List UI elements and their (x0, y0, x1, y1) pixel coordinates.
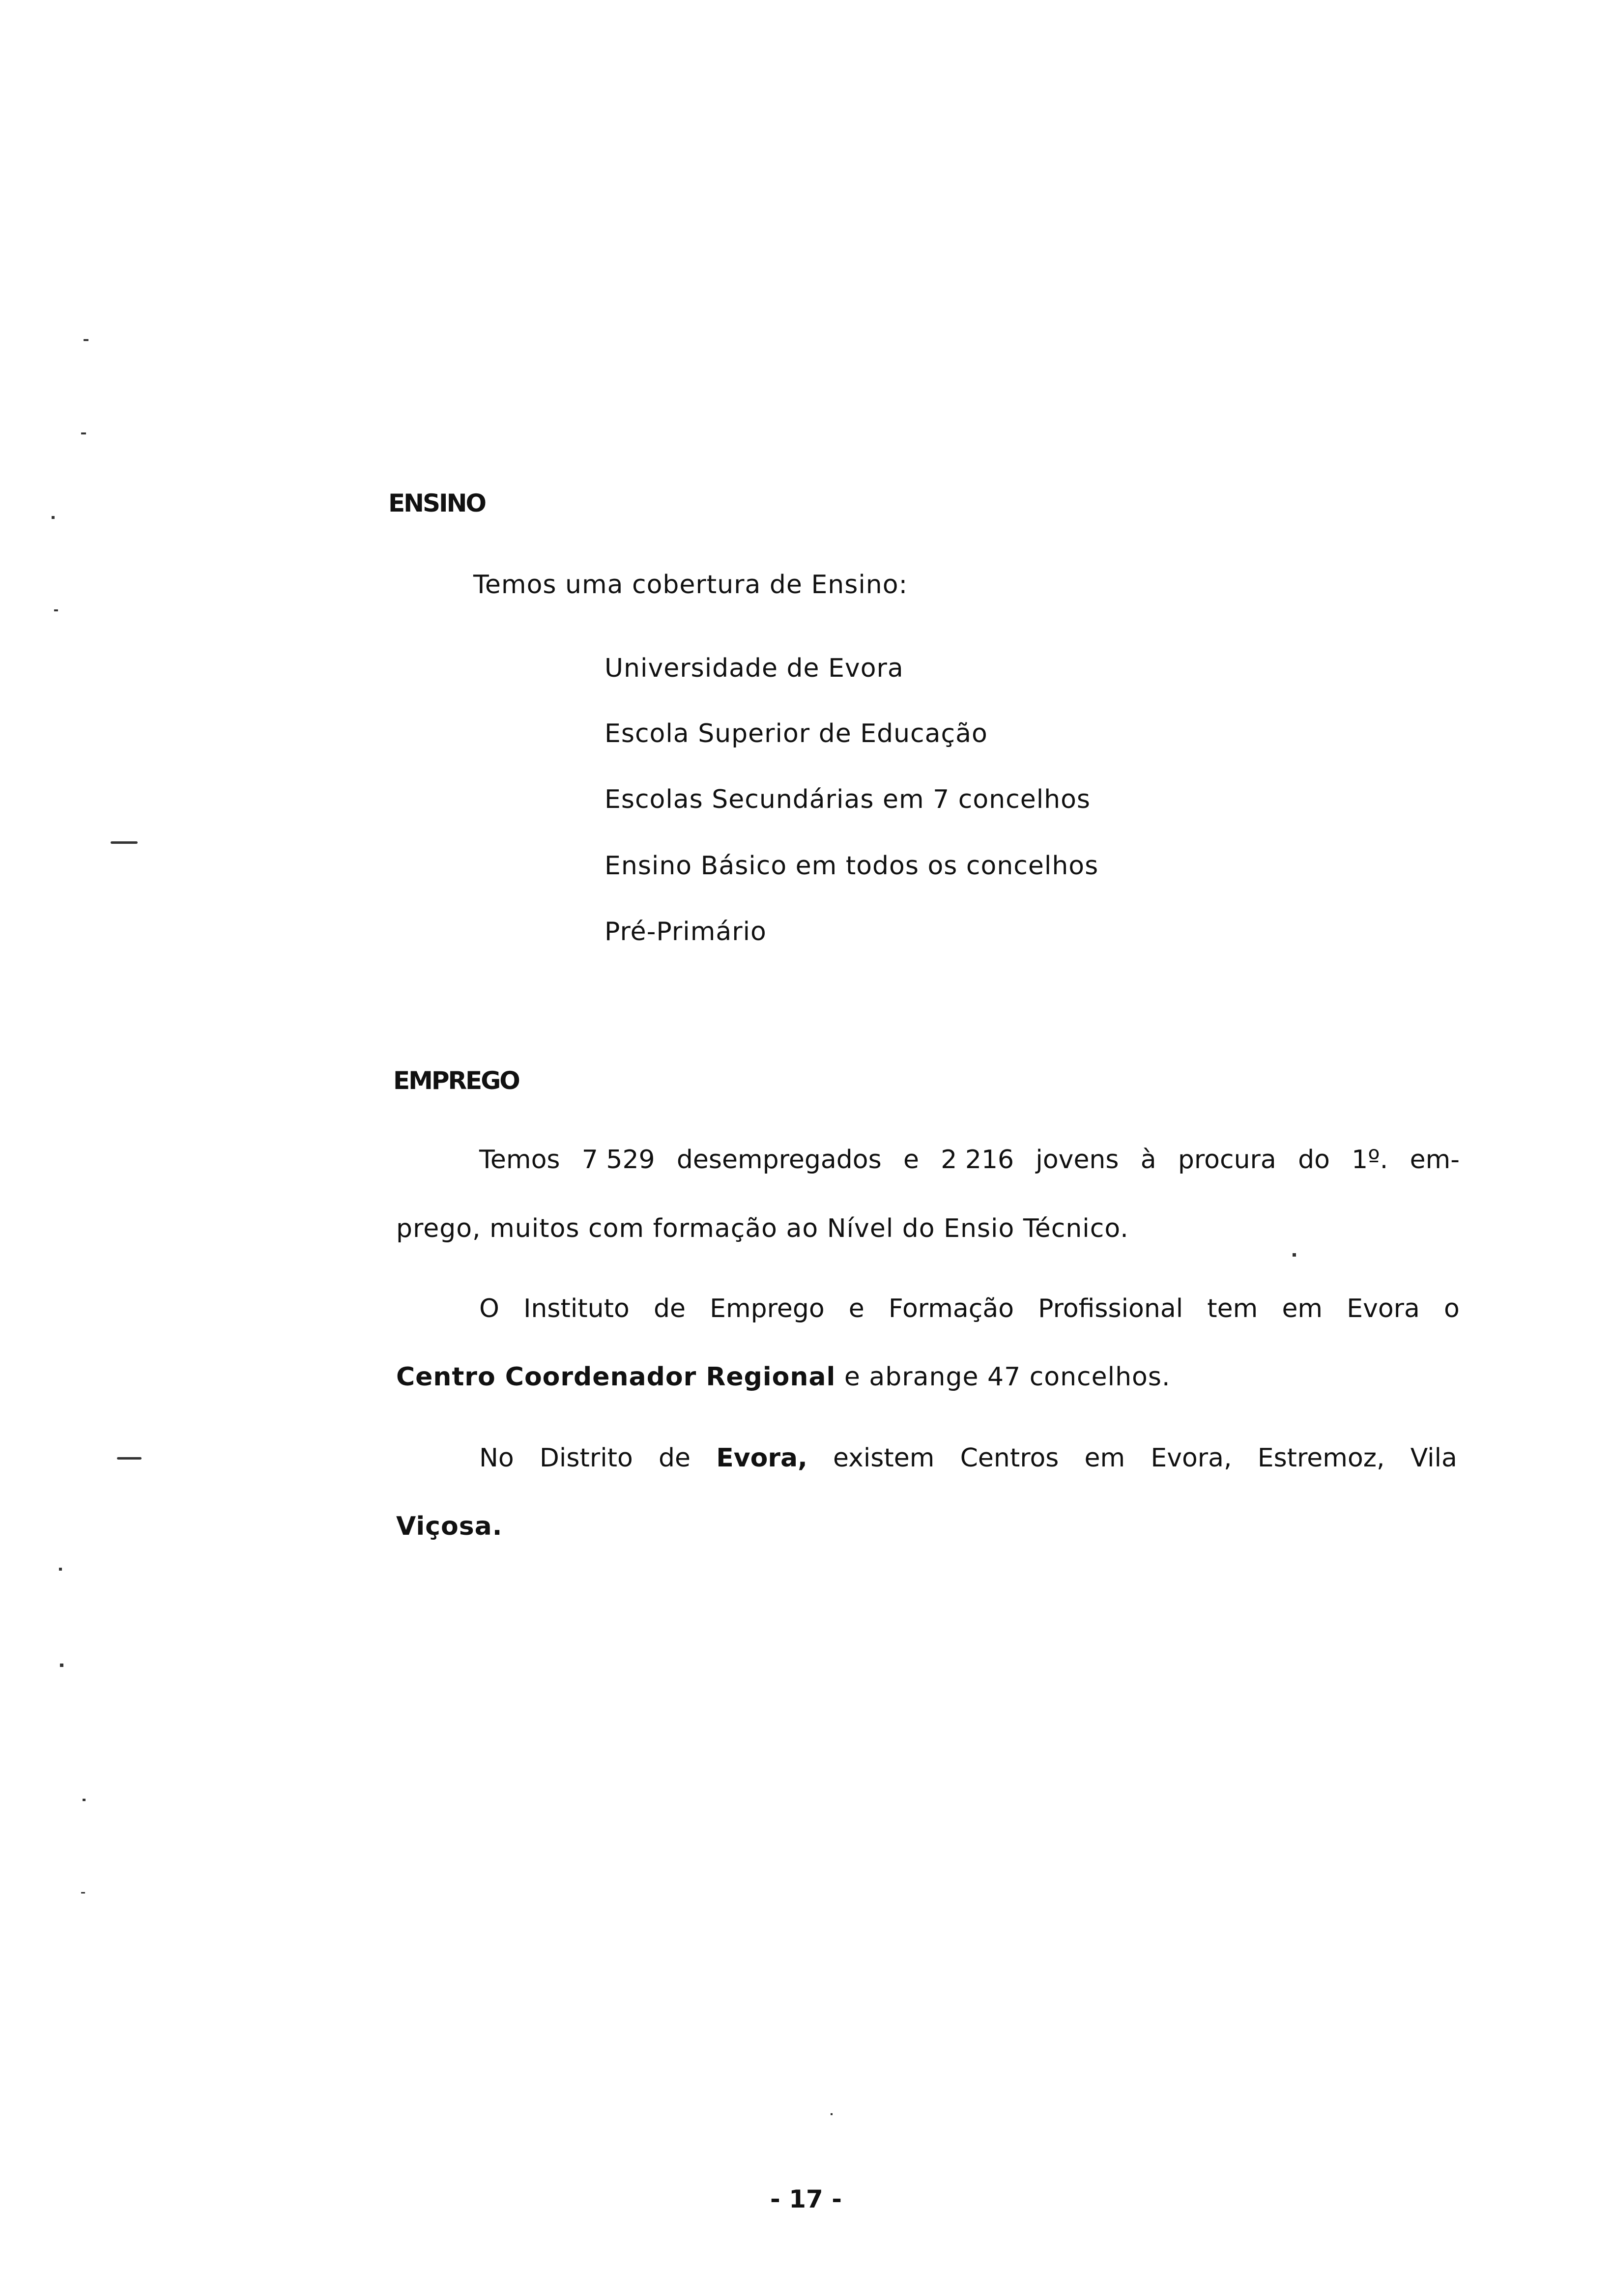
ensino-heading: ENSINO (388, 489, 485, 517)
list-item: Escolas Secundárias em 7 concelhos (604, 785, 1091, 814)
scan-mark (52, 516, 55, 519)
list-item: Escola Superior de Educação (604, 719, 988, 748)
scan-mark (831, 2113, 833, 2115)
scan-mark (111, 841, 138, 844)
scan-mark (84, 339, 88, 341)
scan-mark (117, 1457, 142, 1460)
list-item: Ensino Básico em todos os concelhos (604, 851, 1099, 881)
emprego-heading: EMPREGO (393, 1066, 519, 1095)
scan-mark (81, 1892, 85, 1894)
centro-coordenador-regional: Centro Coordenador Regional (396, 1362, 836, 1392)
abrange-concelhos-text: e abrange 47 concelhos. (835, 1362, 1171, 1392)
emprego-paragraph-2-line-2 (396, 1362, 1170, 1392)
emprego-paragraph-1-line-2: prego, muitos com formação ao Nível do Ensio Técnico. (396, 1214, 1129, 1243)
scan-mark (1293, 1253, 1296, 1257)
emprego-paragraph-3-line-2: Viçosa. (396, 1512, 503, 1541)
scan-mark (60, 1664, 63, 1667)
scan-mark (81, 432, 86, 434)
emprego-paragraph-2-line-1: O Instituto de Emprego e Formação Profissional tem em Evora o (479, 1294, 1460, 1323)
ensino-intro: Temos uma cobertura de Ensino: (473, 570, 908, 600)
list-item: Pré-Primário (604, 917, 767, 947)
emprego-paragraph-3-line-1: No Distrito de Evora, existem Centros em Evora, Estremoz, Vila (479, 1443, 1457, 1473)
scan-mark (59, 1568, 62, 1571)
emprego-paragraph-1-line-1: Temos 7 529 desempregados e 2 216 jovens à procura do 1º. em- (479, 1145, 1460, 1175)
scan-mark (83, 1799, 86, 1801)
list-item: Universidade de Evora (604, 654, 904, 683)
page-number: - 17 - (770, 2185, 842, 2213)
scan-mark (54, 609, 58, 611)
